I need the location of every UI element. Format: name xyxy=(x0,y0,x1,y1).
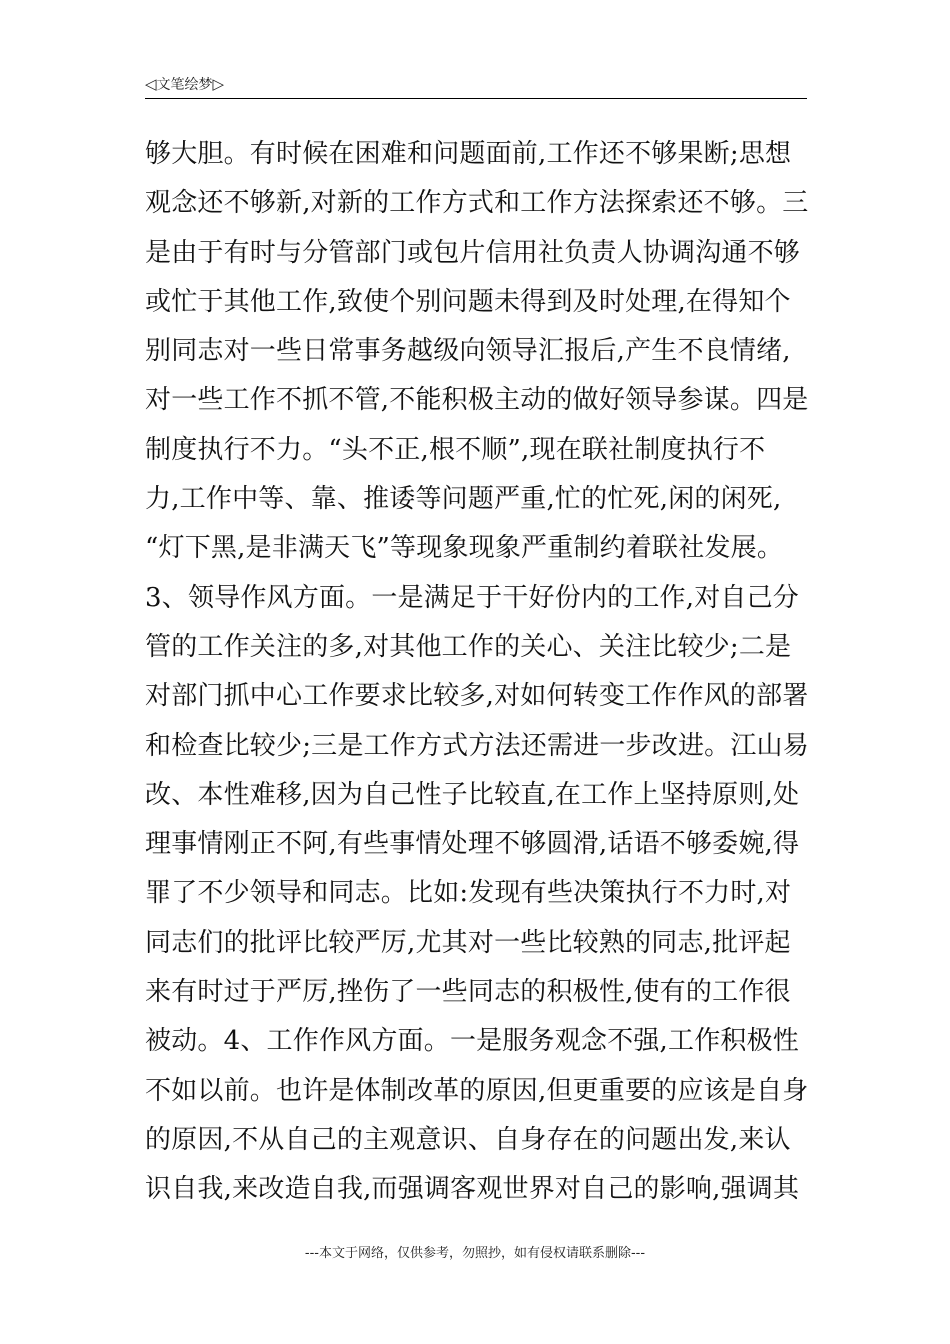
text-line: 被动。4、工作作风方面。一是服务观念不强,工作积极性 xyxy=(145,1026,800,1057)
text-line: 对部门抓中心工作要求比较多,对如何转变工作作风的部署 xyxy=(145,681,809,712)
text-line: 罪了不少领导和同志。比如:发现有些决策执行不力时,对 xyxy=(145,878,792,909)
text-line: 是由于有时与分管部门或包片信用社负责人协调沟通不够 xyxy=(145,237,801,268)
text-line: 别同志对一些日常事务越级向领导汇报后,产生不良情绪, xyxy=(145,336,791,367)
left-triangle-icon: ◁ xyxy=(145,75,157,93)
text-line: 理事情刚正不阿,有些事情处理不够圆滑,话语不够委婉,得 xyxy=(145,829,800,860)
text-line: 识自我,来改造自我,而强调客观世界对自己的影响,强调其 xyxy=(145,1174,800,1205)
text-line: “灯下黑,是非满天飞”等现象现象严重制约着联社发展。 xyxy=(145,533,784,564)
text-line: 观念还不够新,对新的工作方式和工作方法探索还不够。三 xyxy=(145,188,809,219)
text-line: 来有时过于严厉,挫伤了一些同志的积极性,使有的工作很 xyxy=(145,977,791,1008)
text-line: 同志们的批评比较严厉,尤其对一些比较熟的同志,批评起 xyxy=(145,927,791,958)
text-line: 够大胆。有时候在困难和问题面前,工作还不够果断;思想 xyxy=(145,139,792,169)
text-line: 改、本性难移,因为自己性子比较直,在工作上坚持原则,处 xyxy=(145,779,800,810)
text-line: 3、领导作风方面。一是满足于干好份内的工作,对自己分 xyxy=(145,582,800,613)
header-title-text: 文笔绘梦 xyxy=(156,77,213,93)
text-line: 的原因,不从自己的主观意识、自身存在的问题出发,来认 xyxy=(145,1124,791,1155)
text-line: 对一些工作不抓不管,不能积极主动的做好领导参谋。四是 xyxy=(145,385,809,416)
page-footer: ---本文于网络，仅供参考，勿照抄，如有侵权请联系删除--- xyxy=(304,1246,646,1261)
body-text xyxy=(145,130,825,1215)
text-line: 或忙于其他工作,致使个别问题未得到及时处理,在得知个 xyxy=(145,286,791,317)
text-line: 力,工作中等、靠、推诿等问题严重,忙的忙死,闲的闲死, xyxy=(145,484,782,515)
text-line: 管的工作关注的多,对其他工作的关心、关注比较少;二是 xyxy=(145,631,792,662)
text-line: 和检查比较少;三是工作方式方法还需进一步改进。江山易 xyxy=(145,730,809,761)
text-line: 制度执行不力。“头不正,根不顺”,现在联社制度执行不 xyxy=(145,434,766,465)
page-header xyxy=(145,74,807,99)
header-title xyxy=(145,74,224,95)
right-triangle-icon: ▷ xyxy=(212,75,225,93)
text-line: 不如以前。也许是体制改革的原因,但更重要的应该是自身 xyxy=(145,1075,809,1106)
